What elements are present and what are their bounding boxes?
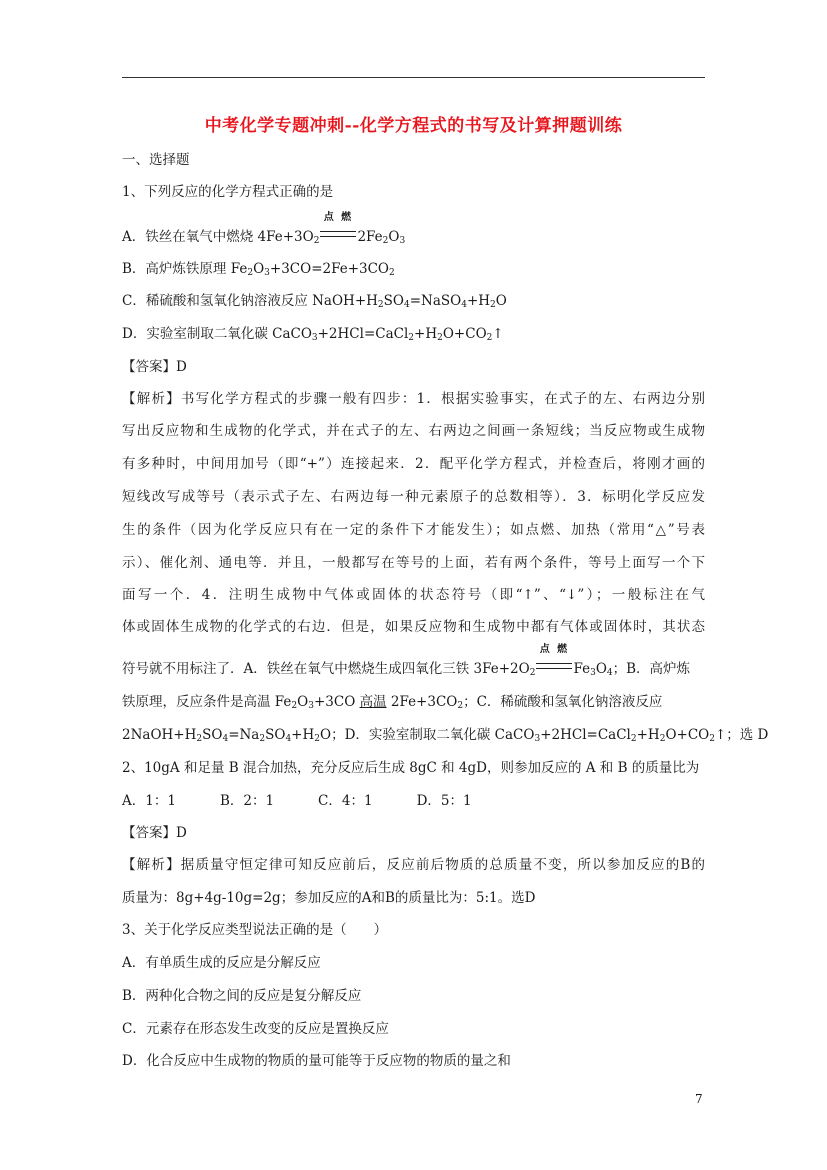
q3-option-b: B．两种化合物之间的反应是复分解反应 [122, 988, 362, 1004]
q1-explanation-line: $2NaOH+H_2SO_4=Na_2SO_4+H_2O$；D．实验室制取二氧化碳 $CaCO_3+2HCl=CaCl_2+H_2O+CO_2↑$；选 D [122, 727, 769, 744]
q2-options [122, 791, 516, 811]
header-rule [122, 77, 705, 78]
q1-explanation-line: 短线改写成等号（表示式子左、右两边每一种元素原子的总数相等）．3．标明化学反应发 [122, 489, 705, 505]
section-heading: 一、选择题 [122, 152, 190, 168]
q3-option-c: C．元素存在形态发生改变的反应是置换反应 [122, 1021, 389, 1037]
q1-explanation-line: 铁原理，反应条件是高温 $Fe_2O_3+3CO$ 高温 $2Fe+3CO_2$；C．稀硫酸和氢氧化钠溶液反应 [122, 694, 663, 711]
q1-explanation-line: 生的条件（因为化学反应只有在一定的条件下才能发生）；如点燃、加热（常用“△”号表 [122, 522, 705, 538]
q2-explanation-line: 质量为：8g+4g-10g=2g；参加反应的A和B的质量比为：5:1。选D [122, 890, 536, 906]
q1-answer: 【答案】D [122, 359, 187, 375]
page-number: 7 [695, 1092, 703, 1106]
page-title: 中考化学专题冲刺--化学方程式的书写及计算押题训练 [204, 116, 623, 136]
q3-stem: 3、关于化学反应类型说法正确的是（ ） [122, 922, 388, 938]
q2-option-b: B．2：1 [219, 793, 275, 809]
q2-stem: 2、10gA 和足量 B 混合加热，充分反应后生成 8gC 和 4gD，则参加反应的 A 和 B 的质量比为 [122, 760, 700, 776]
reaction-condition: 点 燃 [320, 225, 356, 241]
q2-option-d: D．5：1 [416, 793, 472, 809]
q1-option-a: A．铁丝在氧气中燃烧 $4Fe+3O_2$ 点 燃 $2Fe_2O_3$ [122, 212, 406, 246]
reaction-condition: 点 燃 [536, 657, 572, 673]
q1-explanation-line: 体或固体生成物的化学式的右边．但是，如果反应物和生成物中都有气体或固体时，其状态 [122, 619, 705, 635]
q1-explanation-line: 有多种时，中间用加号（即“+”）连接起来．2．配平化学方程式，并检查后，将刚才画的 [122, 456, 705, 472]
q2-option-c: C．4：1 [318, 793, 373, 809]
q1-option-d: D．实验室制取二氧化碳 $CaCO_3+2HCl=CaCl_2+H_2O+CO_2↑$ [122, 326, 504, 343]
q1-explanation-line: 写出反应物和生成物的化学式，并在式子的左、右两边之间画一条短线；当反应物或生成物 [122, 423, 705, 439]
q1-explanation-line: 【解析】书写化学方程式的步骤一般有四步：1．根据实验事实，在式子的左、右两边分别 [122, 391, 705, 407]
q3-option-a: A．有单质生成的反应是分解反应 [122, 955, 321, 971]
q2-option-a: A．1：1 [122, 793, 176, 809]
q1-option-c: C．稀硫酸和氢氧化钠溶液反应 $NaOH+H_2SO_4=NaSO_4+H_2O$ [122, 293, 507, 310]
q3-option-d: D．化合反应中生成物的物质的量可能等于反应物的物质的量之和 [122, 1053, 511, 1069]
q1-explanation-line: 面写一个．4．注明生成物中气体或固体的状态符号（即“↑”、“↓”）；一般标注在气 [122, 587, 705, 603]
q2-answer: 【答案】D [122, 825, 187, 841]
q1-stem: 1、下列反应的化学方程式正确的是 [122, 184, 334, 200]
q1-explanation-line: 符号就不用标注了．A．铁丝在氧气中燃烧生成四氧化三铁 $3Fe+2O_2$ 点 燃 $Fe_3O_4$；B．高炉炼 [122, 644, 691, 678]
q1-option-b: B．高炉炼铁原理 $Fe_2O_3+3CO=2Fe+3CO_2$ [122, 261, 395, 278]
q2-explanation-line: 【解析】据质量守恒定律可知反应前后，反应前后物质的总质量不变，所以参加反应的B的 [122, 857, 705, 873]
q1-explanation-line: 示）、催化剂、通电等．并且，一般都写在等号的上面，若有两个条件，等号上面写一个下 [122, 555, 705, 571]
